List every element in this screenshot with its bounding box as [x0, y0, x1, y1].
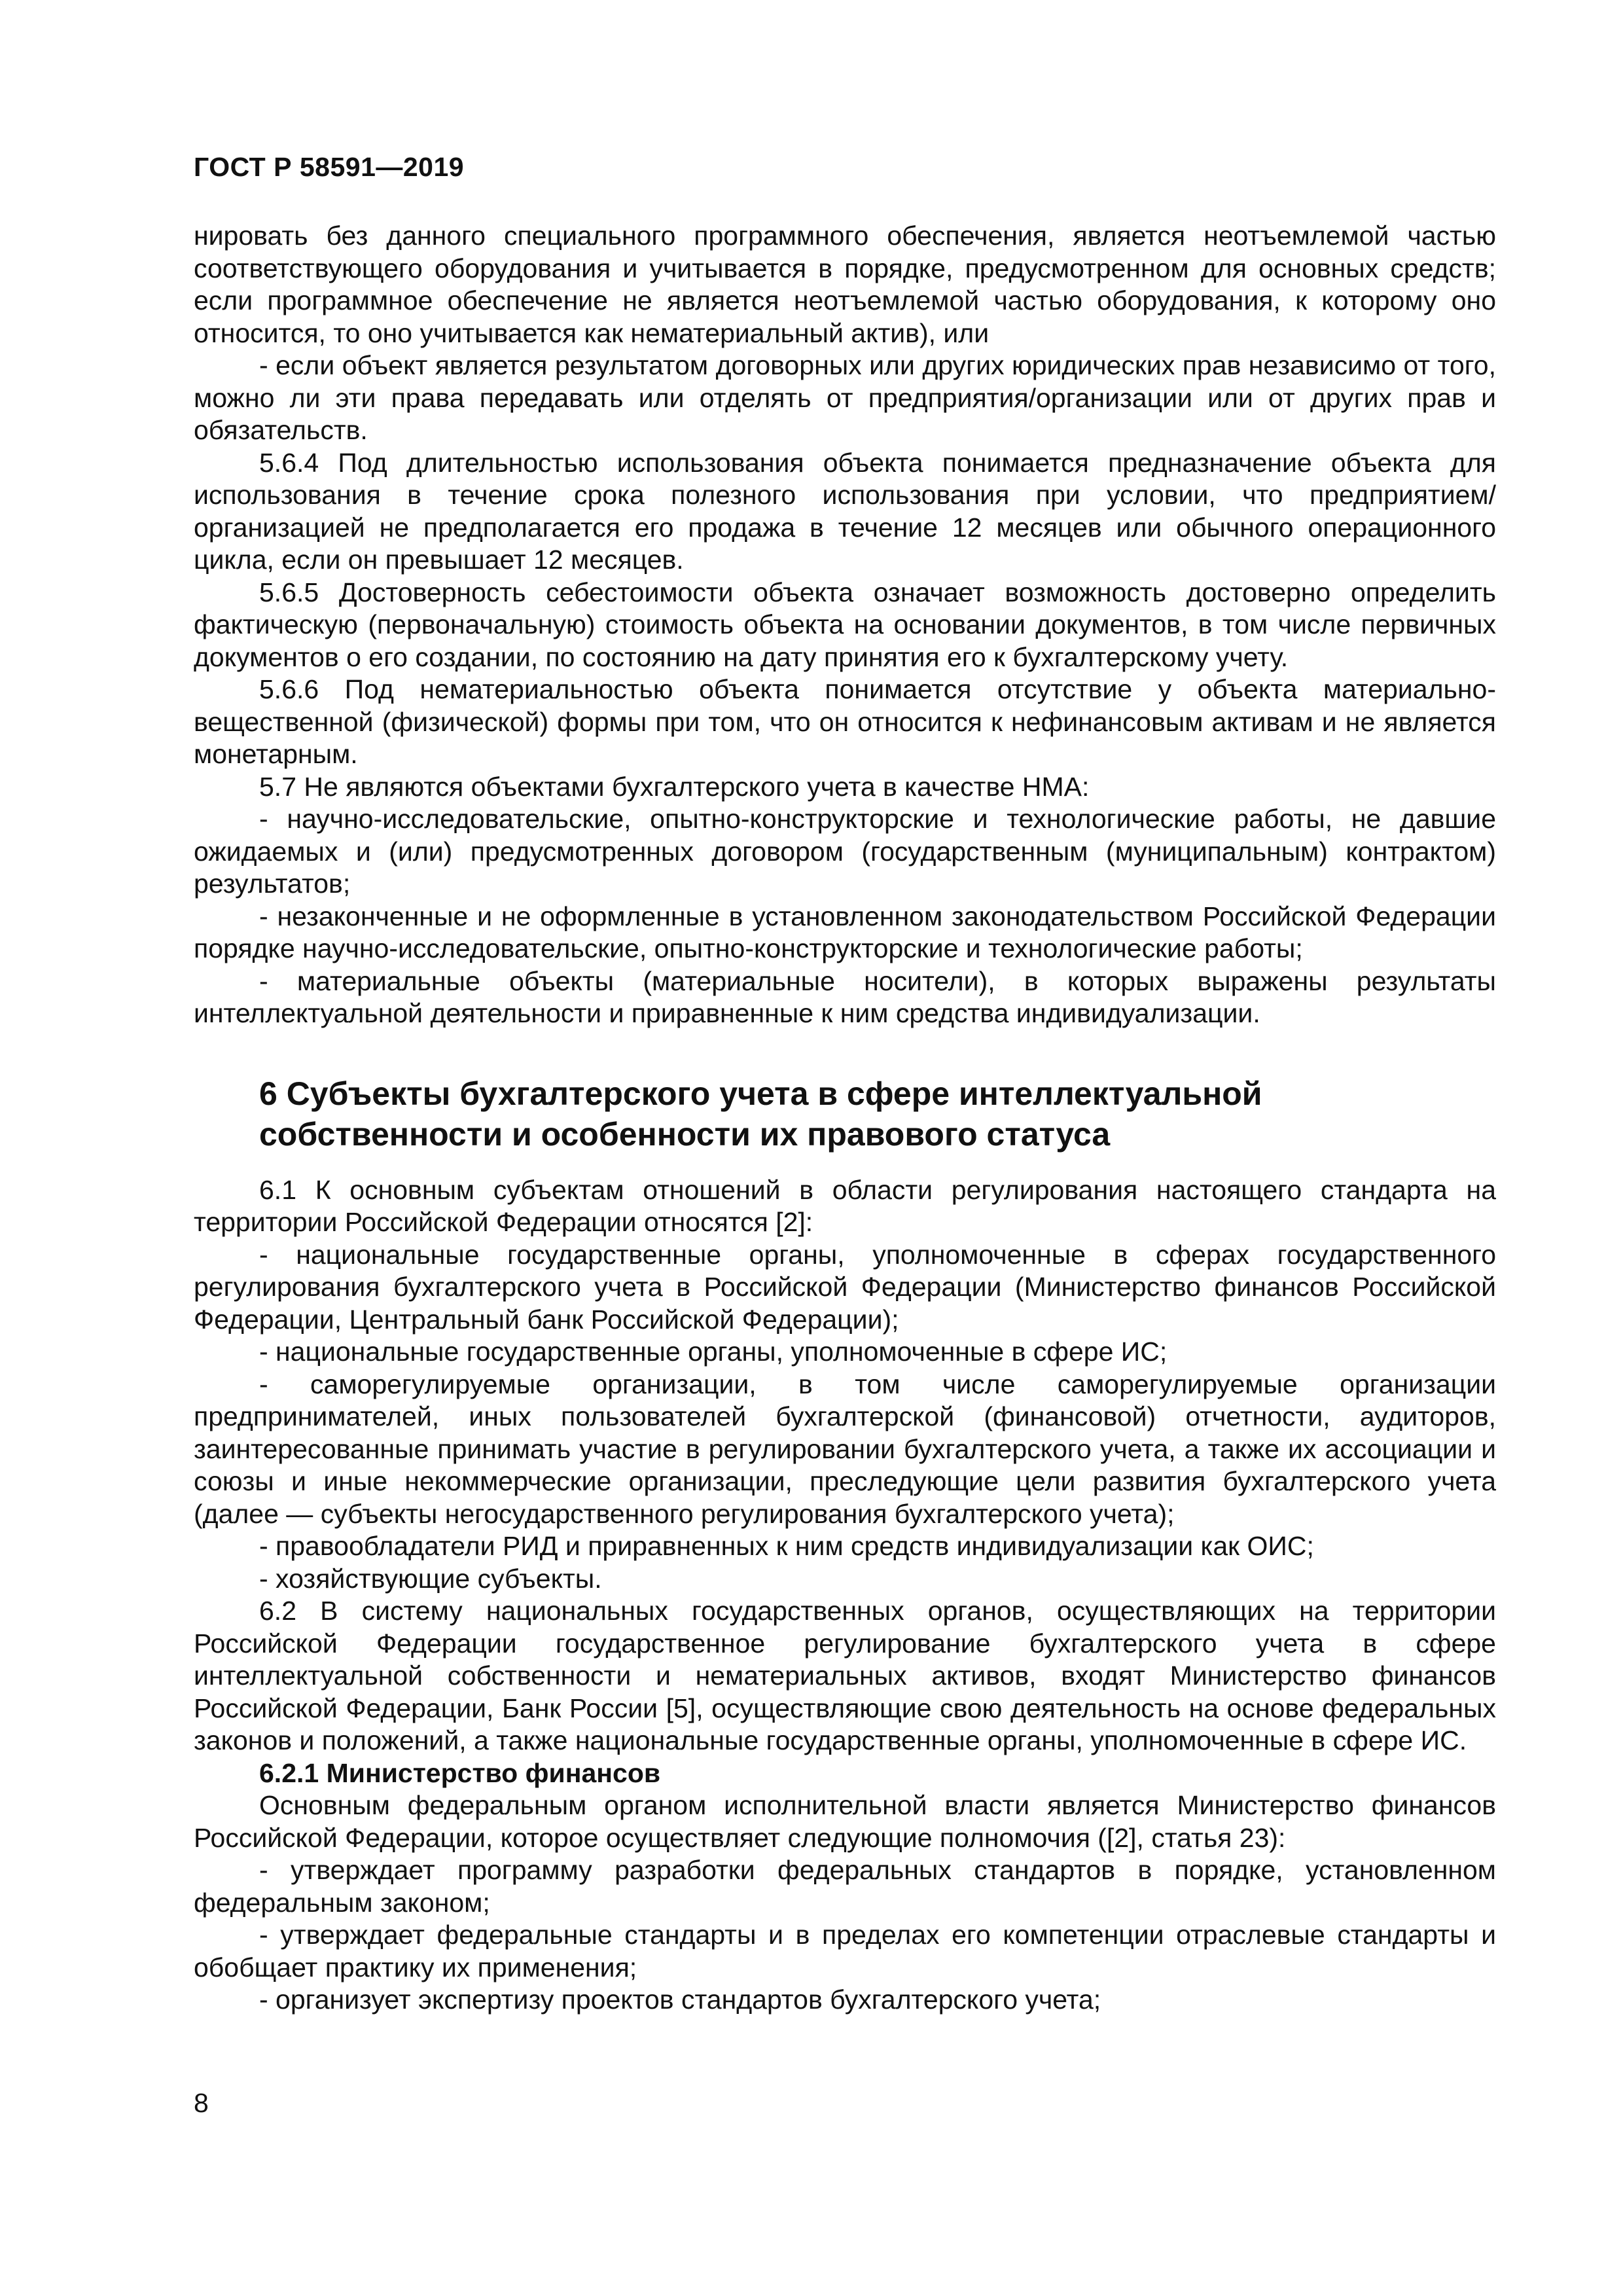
paragraph: - организует экспертизу проектов стандартов бухгалтерского учета;	[259, 1984, 1101, 2015]
paragraph: 5.6.6 Под нематериальностью объекта понимается отсутствие у объекта материально-вещественной (физической) формы при том, что он относится к нефинансовым активам и не является монетарным.	[194, 674, 1496, 769]
paragraph: 5.7 Не являются объектами бухгалтерского учета в качестве НМА:	[259, 771, 1090, 802]
paragraph: - утверждает программу разработки федеральных стандартов в порядке, установленном федеральным законом;	[194, 1855, 1496, 1918]
paragraph: - национальные государственные органы, уполномоченные в сферах государственного регулирования бухгалтерского учета в Российской Федерации (Министерство финансов Российской Федерации, Центральный банк Российской Федерации);	[194, 1239, 1496, 1335]
paragraph: - национальные государственные органы, уполномоченные в сфере ИС;	[259, 1336, 1168, 1367]
page-number: 8	[194, 2088, 209, 2118]
paragraph: - если объект является результатом договорных или других юридических прав независимо от того, можно ли эти права передавать или отделять от предприятия/организации или от других прав и обязательств.	[194, 350, 1496, 445]
document-header: ГОСТ Р 58591—2019	[194, 152, 465, 182]
paragraph: 5.6.4 Под длительностью использования объекта понимается предназначение объекта для использования в течение срока полезного использования при условии, что предприятием/организацией не предполагается его продажа в течение 12 месяцев или обычного операционного цикла, если он превышает 12 месяцев.	[194, 447, 1496, 575]
paragraph: - саморегулируемые организации, в том числе саморегулируемые организации предпринимателей, иных пользователей бухгалтерской (финансовой) отчетности, аудиторов, заинтересованные принимать участие в регулировании бухгалтерского учета, а также их ассоциации и союзы и иные некоммерческие организации, преследующие цели развития бухгалтерского учета (далее — субъекты негосударственного регулирования бухгалтерского учета);	[194, 1369, 1496, 1529]
paragraph: - утверждает федеральные стандарты и в пределах его компетенции отраслевые стандарты и обобщает практику их применения;	[194, 1920, 1496, 1982]
paragraph: 6.1 К основным субъектам отношений в области регулирования настоящего стандарта на территории Российской Федерации относятся [2]:	[194, 1174, 1496, 1237]
section-heading-line1: 6 Субъекты бухгалтерского учета в сфере интеллектуальной	[259, 1075, 1262, 1112]
paragraph: 6.2 В систему национальных государственных органов, осуществляющих на территории Российской Федерации государственное регулирование бухгалтерского учета в сфере интеллектуальной собственности и нематериальных активов, входят Министерство финансов Российской Федерации, Банк России [5], осуществляющие свою деятельность на основе федеральных законов и положений, а также национальные государственные органы, уполномоченные в сфере ИС.	[194, 1596, 1496, 1755]
document-body	[194, 220, 1496, 2017]
paragraph: Основным федеральным органом исполнительной власти является Министерство финансов Российской Федерации, которое осуществляет следующие полномочия ([2], статья 23):	[194, 1790, 1496, 1853]
paragraph: 5.6.5 Достоверность себестоимости объекта означает возможность достоверно определить фактическую (первоначальную) стоимость объекта на основании документов, в том числе первичных документов о его создании, по состоянию на дату принятия его к бухгалтерскому учету.	[194, 577, 1496, 672]
paragraph: - материальные объекты (материальные носители), в которых выражены результаты интеллектуальной деятельности и приравненные к ним средства индивидуализации.	[194, 965, 1496, 1028]
section-heading-line2: собственности и особенности их правового статуса	[259, 1115, 1111, 1153]
subsection-heading: 6.2.1 Министерство финансов	[259, 1757, 661, 1788]
paragraph: - правообладатели РИД и приравненных к ним средств индивидуализации как ОИС;	[259, 1531, 1314, 1561]
section-heading	[259, 1073, 1496, 1155]
paragraph: - незаконченные и не оформленные в установленном законодательством Российской Федерации порядке научно-исследовательские, опытно-конструкторские и технологические работы;	[194, 901, 1496, 963]
paragraph: нировать без данного специального программного обеспечения, является неотъемлемой частью соответствующего оборудования и учитывается в порядке, предусмотренном для основных средств; если программное обеспечение не является неотъемлемой частью оборудования, к которому оно относится, то оно учитывается как нематериальный актив), или	[194, 221, 1496, 348]
paragraph: - научно-исследовательские, опытно-конструкторские и технологические работы, не давшие ожидаемых и (или) предусмотренных договором (государственным (муниципальным) контрактом) результатов;	[194, 804, 1496, 899]
paragraph: - хозяйствующие субъекты.	[259, 1563, 602, 1594]
